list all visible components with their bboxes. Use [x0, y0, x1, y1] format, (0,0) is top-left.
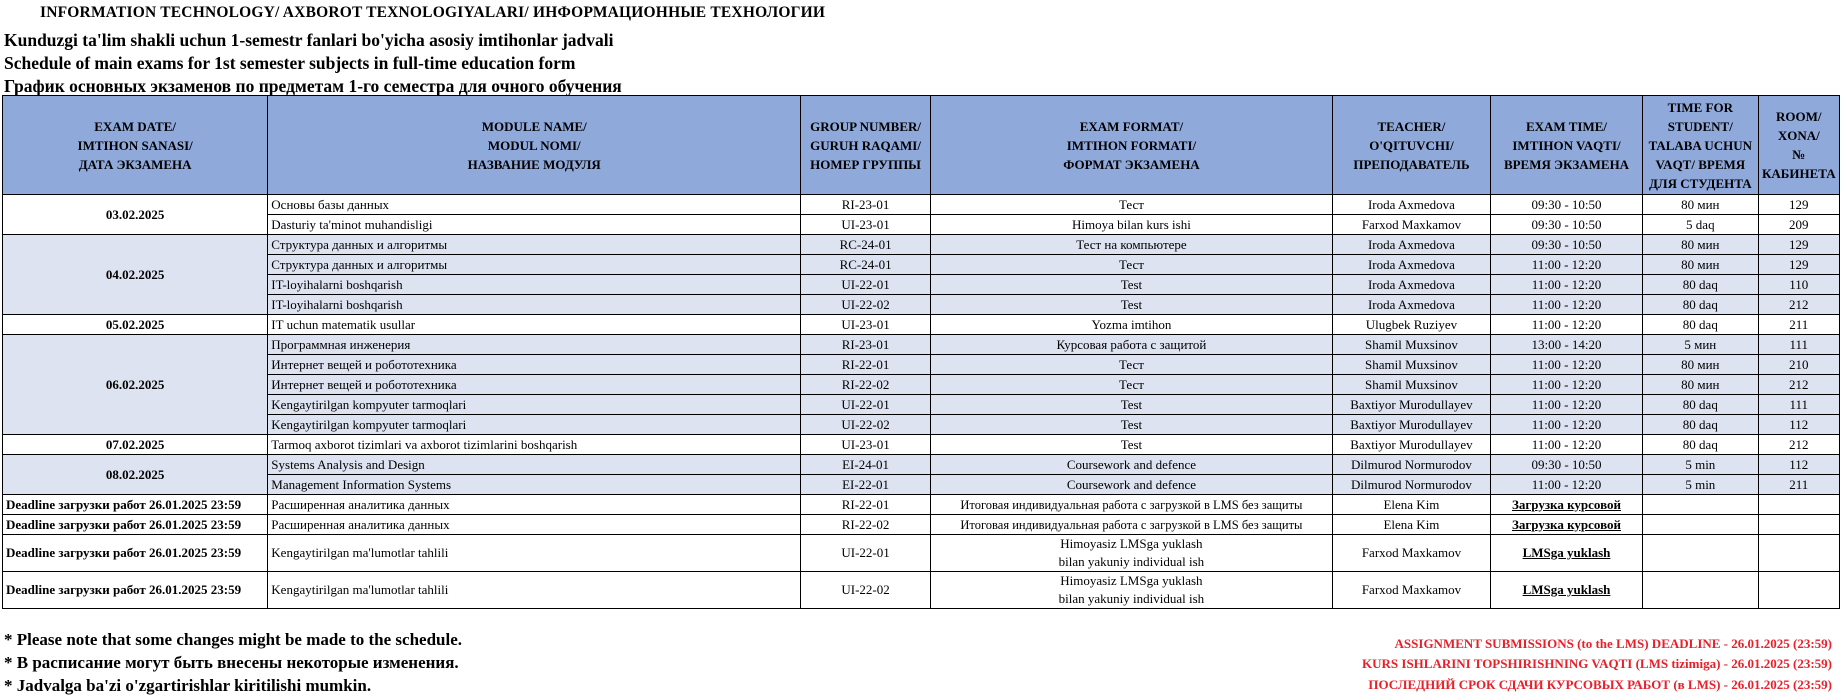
student-time-cell: 80 daq [1643, 395, 1759, 415]
teacher-cell: Dilmurod Normurodov [1332, 455, 1490, 475]
header-row [3, 96, 1840, 195]
header-group: GROUP NUMBER/ GURUH RAQAMI/ НОМЕР ГРУППЫ [801, 96, 931, 195]
header-teacher: TEACHER/ O'QITUVCHI/ ПРЕПОДАВАТЕЛЬ [1332, 96, 1490, 195]
module-cell: Структура данных и алгоритмы [268, 235, 801, 255]
format-cell: Test [930, 435, 1332, 455]
room-cell: 211 [1758, 315, 1839, 335]
deadline-label: Deadline загрузки работ 26.01.2025 23:59 [3, 515, 268, 535]
note-en: * Please note that some changes might be made to the schedule. [4, 630, 463, 649]
lms-upload-link[interactable]: LMSga yuklash [1490, 572, 1642, 609]
module-cell: Kengaytirilgan kompyuter tarmoqlari [268, 415, 801, 435]
student-time-cell: 80 daq [1643, 435, 1759, 455]
module-cell: Kengaytirilgan kompyuter tarmoqlari [268, 395, 801, 415]
teacher-cell: Iroda Axmedova [1332, 235, 1490, 255]
module-cell: Systems Analysis and Design [268, 455, 801, 475]
student-time-cell: 5 мин [1643, 335, 1759, 355]
time-cell: 11:00 - 12:20 [1490, 315, 1642, 335]
page-title: INFORMATION TECHNOLOGY/ AXBOROT TEXNOLOGIYALARI/ ИНФОРМАЦИОННЫЕ ТЕХНОЛОГИИ [40, 4, 826, 21]
table-row [3, 195, 1840, 215]
table-row [3, 215, 1840, 235]
group-cell: RI-23-01 [801, 335, 931, 355]
format-cell: Тест [930, 195, 1332, 215]
student-time-cell [1643, 495, 1759, 515]
group-cell: RC-24-01 [801, 235, 931, 255]
table-row [3, 395, 1840, 415]
module-cell: Dasturiy ta'minot muhandisligi [268, 215, 801, 235]
group-cell: UI-23-01 [801, 315, 931, 335]
format-cell: Итоговая индивидуальная работа с загрузкой в LMS без защиты [930, 515, 1332, 535]
student-time-cell: 80 daq [1643, 295, 1759, 315]
deadline-label: Deadline загрузки работ 26.01.2025 23:59 [3, 535, 268, 572]
room-cell: 212 [1758, 375, 1839, 395]
exam-schedule-table [2, 95, 1840, 609]
module-cell: Программная инженерия [268, 335, 801, 355]
format-cell: Тест [930, 255, 1332, 275]
module-cell: IT uchun matematik usullar [268, 315, 801, 335]
format-cell: Coursework and defence [930, 475, 1332, 495]
teacher-cell: Elena Kim [1332, 515, 1490, 535]
format-cell: Курсовая работа с защитой [930, 335, 1332, 355]
time-cell: 11:00 - 12:20 [1490, 355, 1642, 375]
header-room: ROOM/ XONA/ № КАБИНЕТА [1758, 96, 1839, 195]
table-row [3, 275, 1840, 295]
format-cell: Тест на компьютере [930, 235, 1332, 255]
deadline-row [3, 495, 1840, 515]
format-cell: Test [930, 275, 1332, 295]
format-cell: Coursework and defence [930, 455, 1332, 475]
format-cell: Test [930, 295, 1332, 315]
note-uz: * Jadvalga ba'zi o'zgartirishlar kiritilishi mumkin. [4, 676, 372, 695]
room-cell: 112 [1758, 455, 1839, 475]
time-cell: 11:00 - 12:20 [1490, 275, 1642, 295]
subtitle-uz: Kunduzgi ta'lim shakli uchun 1-semestr fanlari bo'yicha asosiy imtihonlar jadvali [4, 30, 614, 50]
format-cell: Тест [930, 375, 1332, 395]
teacher-cell: Ulugbek Ruziyev [1332, 315, 1490, 335]
format-cell: Himoyasiz LMSga yuklash bilan yakuniy individual ish [930, 572, 1332, 609]
time-cell: 11:00 - 12:20 [1490, 295, 1642, 315]
student-time-cell: 80 мин [1643, 375, 1759, 395]
group-cell: UI-22-01 [801, 535, 931, 572]
teacher-cell: Iroda Axmedova [1332, 295, 1490, 315]
header-date: EXAM DATE/ IMTIHON SANASI/ ДАТА ЭКЗАМЕНА [3, 96, 268, 195]
table-row [3, 375, 1840, 395]
time-cell: 09:30 - 10:50 [1490, 195, 1642, 215]
module-cell: Основы базы данных [268, 195, 801, 215]
exam-date: 03.02.2025 [3, 195, 268, 235]
teacher-cell: Iroda Axmedova [1332, 275, 1490, 295]
group-cell: UI-23-01 [801, 215, 931, 235]
group-cell: RI-22-02 [801, 515, 931, 535]
student-time-cell: 5 min [1643, 475, 1759, 495]
header-module: MODULE NAME/ MODUL NOMI/ НАЗВАНИЕ МОДУЛЯ [268, 96, 801, 195]
format-cell: Test [930, 395, 1332, 415]
room-cell: 111 [1758, 395, 1839, 415]
table-row [3, 315, 1840, 335]
room-cell: 129 [1758, 195, 1839, 215]
group-cell: RI-22-01 [801, 355, 931, 375]
room-cell: 129 [1758, 255, 1839, 275]
student-time-cell: 80 daq [1643, 315, 1759, 335]
subtitle-ru: График основных экзаменов по предметам 1-го семестра для очного обучения [4, 76, 622, 96]
format-cell: Итоговая индивидуальная работа с загрузкой в LMS без защиты [930, 495, 1332, 515]
group-cell: UI-22-01 [801, 275, 931, 295]
table-row [3, 455, 1840, 475]
room-cell: 111 [1758, 335, 1839, 355]
deadline-notice-ru: ПОСЛЕДНИЙ СРОК СДАЧИ КУРСОВЫХ РАБОТ (в LMS) - 26.01.2025 (23:59) [1368, 677, 1832, 692]
group-cell: UI-22-01 [801, 395, 931, 415]
teacher-cell: Baxtiyor Murodullayev [1332, 435, 1490, 455]
teacher-cell: Farxod Maxkamov [1332, 572, 1490, 609]
module-cell: IT-loyihalarni boshqarish [268, 295, 801, 315]
deadline-notice-en: ASSIGNMENT SUBMISSIONS (to the LMS) DEADLINE - 26.01.2025 (23:59) [1394, 636, 1832, 651]
student-time-cell: 80 daq [1643, 275, 1759, 295]
student-time-cell [1643, 572, 1759, 609]
group-cell: RI-23-01 [801, 195, 931, 215]
table-row [3, 435, 1840, 455]
table-row [3, 235, 1840, 255]
teacher-cell: Baxtiyor Murodullayev [1332, 395, 1490, 415]
student-time-cell: 5 daq [1643, 215, 1759, 235]
student-time-cell: 80 daq [1643, 415, 1759, 435]
room-cell: 129 [1758, 235, 1839, 255]
room-cell: 210 [1758, 355, 1839, 375]
header-time: EXAM TIME/ IMTIHON VAQTI/ ВРЕМЯ ЭКЗАМЕНА [1490, 96, 1642, 195]
room-cell: 211 [1758, 475, 1839, 495]
deadline-label: Deadline загрузки работ 26.01.2025 23:59 [3, 495, 268, 515]
module-cell: Tarmoq axborot tizimlari va axborot tizimlarini boshqarish [268, 435, 801, 455]
room-cell: 110 [1758, 275, 1839, 295]
time-cell: 09:30 - 10:50 [1490, 235, 1642, 255]
time-cell: 11:00 - 12:20 [1490, 395, 1642, 415]
format-cell: Test [930, 415, 1332, 435]
table-row [3, 415, 1840, 435]
format-cell: Yozma imtihon [930, 315, 1332, 335]
format-cell: Himoya bilan kurs ishi [930, 215, 1332, 235]
group-cell: EI-24-01 [801, 455, 931, 475]
group-cell: UI-22-02 [801, 572, 931, 609]
deadline-row [3, 515, 1840, 535]
room-cell: 212 [1758, 435, 1839, 455]
teacher-cell: Shamil Muxsinov [1332, 335, 1490, 355]
group-cell: UI-22-02 [801, 415, 931, 435]
student-time-cell: 80 мин [1643, 255, 1759, 275]
room-cell: 212 [1758, 295, 1839, 315]
table-row [3, 335, 1840, 355]
table-row [3, 355, 1840, 375]
teacher-cell: Shamil Muxsinov [1332, 375, 1490, 395]
deadline-row [3, 535, 1840, 572]
module-cell: Kengaytirilgan ma'lumotlar tahlili [268, 572, 801, 609]
room-cell [1758, 495, 1839, 515]
format-cell: Himoyasiz LMSga yuklash bilan yakuniy individual ish [930, 535, 1332, 572]
module-cell: Management Information Systems [268, 475, 801, 495]
deadline-row [3, 572, 1840, 609]
room-cell [1758, 515, 1839, 535]
time-cell: 09:30 - 10:50 [1490, 455, 1642, 475]
teacher-cell: Baxtiyor Murodullayev [1332, 415, 1490, 435]
teacher-cell: Iroda Axmedova [1332, 195, 1490, 215]
teacher-cell: Iroda Axmedova [1332, 255, 1490, 275]
module-cell: Kengaytirilgan ma'lumotlar tahlili [268, 535, 801, 572]
student-time-cell: 80 мин [1643, 235, 1759, 255]
time-cell: 11:00 - 12:20 [1490, 435, 1642, 455]
room-cell [1758, 572, 1839, 609]
exam-date: 06.02.2025 [3, 335, 268, 435]
header-student-time: TIME FOR STUDENT/ TALABA UCHUN VAQT/ ВРЕМЯ ДЛЯ СТУДЕНТА [1643, 96, 1759, 195]
group-cell: RC-24-01 [801, 255, 931, 275]
note-ru: * В расписание могут быть внесены некоторые изменения. [4, 653, 459, 672]
student-time-cell: 5 min [1643, 455, 1759, 475]
module-cell: IT-loyihalarni boshqarish [268, 275, 801, 295]
group-cell: EI-22-01 [801, 475, 931, 495]
teacher-cell: Dilmurod Normurodov [1332, 475, 1490, 495]
module-cell: Структура данных и алгоритмы [268, 255, 801, 275]
time-cell: 11:00 - 12:20 [1490, 255, 1642, 275]
lms-upload-link[interactable]: LMSga yuklash [1490, 535, 1642, 572]
module-cell: Расширенная аналитика данных [268, 495, 801, 515]
table-row [3, 475, 1840, 495]
exam-date: 08.02.2025 [3, 455, 268, 495]
exam-date: 07.02.2025 [3, 435, 268, 455]
deadline-notice-uz: KURS ISHLARINI TOPSHIRISHNING VAQTI (LMS tizimiga) - 26.01.2025 (23:59) [1362, 656, 1832, 671]
teacher-cell: Farxod Maxkamov [1332, 535, 1490, 572]
teacher-cell: Shamil Muxsinov [1332, 355, 1490, 375]
module-cell: Интернет вещей и робототехника [268, 375, 801, 395]
time-cell: 11:00 - 12:20 [1490, 475, 1642, 495]
exam-date: 04.02.2025 [3, 235, 268, 315]
teacher-cell: Elena Kim [1332, 495, 1490, 515]
student-time-cell: 80 мин [1643, 195, 1759, 215]
student-time-cell: 80 мин [1643, 355, 1759, 375]
table-row [3, 255, 1840, 275]
format-cell: Тест [930, 355, 1332, 375]
group-cell: UI-22-02 [801, 295, 931, 315]
deadline-label: Deadline загрузки работ 26.01.2025 23:59 [3, 572, 268, 609]
room-cell: 209 [1758, 215, 1839, 235]
table-row [3, 295, 1840, 315]
room-cell: 112 [1758, 415, 1839, 435]
group-cell: RI-22-02 [801, 375, 931, 395]
group-cell: UI-23-01 [801, 435, 931, 455]
subtitle-en: Schedule of main exams for 1st semester subjects in full-time education form [4, 53, 576, 73]
header-format: EXAM FORMAT/ IMTIHON FORMATI/ ФОРМАТ ЭКЗАМЕНА [930, 96, 1332, 195]
time-cell: 11:00 - 12:20 [1490, 375, 1642, 395]
time-cell: 09:30 - 10:50 [1490, 215, 1642, 235]
time-cell: 11:00 - 12:20 [1490, 415, 1642, 435]
room-cell [1758, 535, 1839, 572]
time-cell: 13:00 - 14:20 [1490, 335, 1642, 355]
teacher-cell: Farxod Maxkamov [1332, 215, 1490, 235]
student-time-cell [1643, 535, 1759, 572]
upload-coursework-link[interactable]: Загрузка курсовой [1490, 495, 1642, 515]
student-time-cell [1643, 515, 1759, 535]
module-cell: Интернет вещей и робототехника [268, 355, 801, 375]
exam-date: 05.02.2025 [3, 315, 268, 335]
group-cell: RI-22-01 [801, 495, 931, 515]
upload-coursework-link[interactable]: Загрузка курсовой [1490, 515, 1642, 535]
module-cell: Расширенная аналитика данных [268, 515, 801, 535]
